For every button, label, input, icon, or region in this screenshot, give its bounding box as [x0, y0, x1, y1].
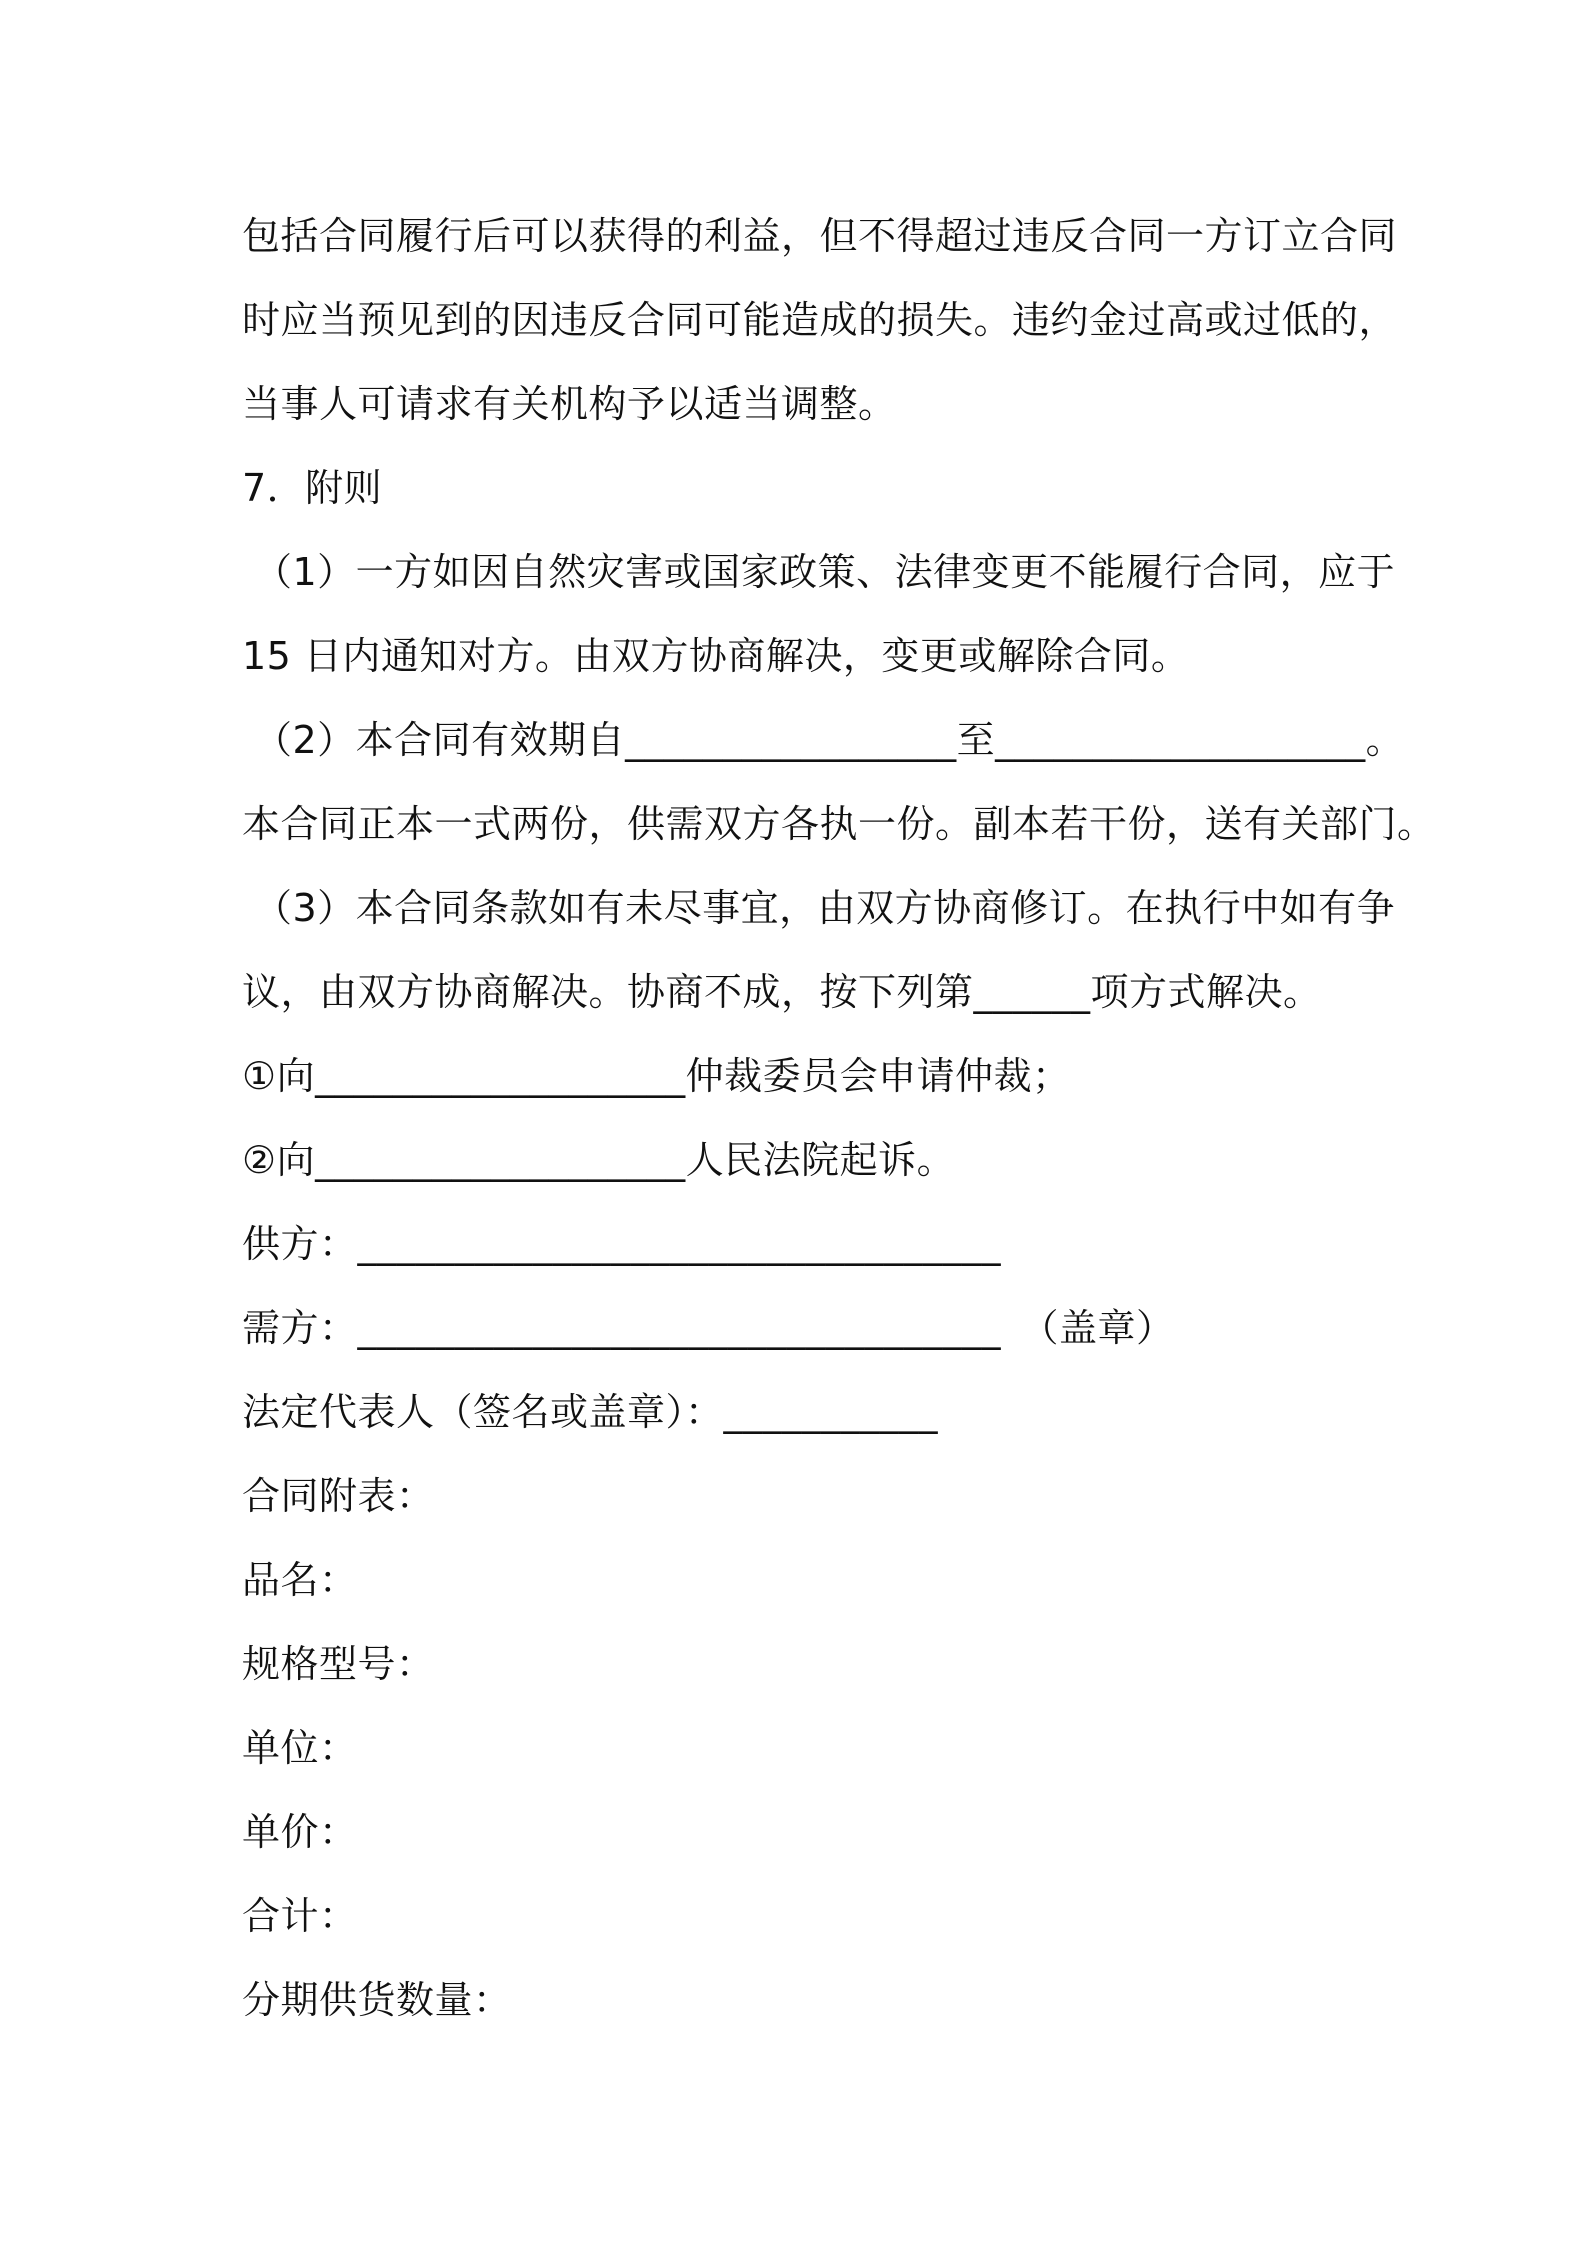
text-line: （1）一方如因自然灾害或国家政策、法律变更不能履行合同，应于	[254, 550, 1396, 594]
appendix-field: 单位：	[242, 1726, 358, 1770]
text-line: 15 日内通知对方。由双方协商解决，变更或解除合同。	[242, 634, 1190, 678]
text-line: ①向___________________仲裁委员会申请仲裁；	[242, 1054, 1071, 1098]
appendix-field: 单价：	[242, 1810, 358, 1854]
text-line: （2）本合同有效期自_________________至___________________。	[254, 718, 1405, 762]
appendix-field: 规格型号：	[242, 1642, 435, 1686]
appendix-heading: 合同附表：	[242, 1474, 435, 1518]
appendix-field: 合计：	[242, 1894, 358, 1938]
text-line: 当事人可请求有关机构予以适当调整。	[242, 382, 897, 426]
appendix-field: 分期供货数量：	[242, 1978, 512, 2022]
buyer-line: 需方：_________________________________ （盖章）	[242, 1306, 1175, 1350]
document-body	[242, 194, 1436, 2042]
section-heading: 7．附则	[242, 466, 383, 510]
text-line: ②向___________________人民法院起诉。	[242, 1138, 956, 1182]
text-line: 包括合同履行后可以获得的利益，但不得超过违反合同一方订立合同	[242, 214, 1398, 258]
text-line: 议，由双方协商解决。协商不成，按下列第______项方式解决。	[242, 970, 1322, 1014]
appendix-field: 品名：	[242, 1558, 358, 1602]
text-line: （3）本合同条款如有未尽事宜，由双方协商修订。在执行中如有争	[254, 886, 1396, 930]
text-line: 时应当预见到的因违反合同可能造成的损失。违约金过高或过低的，	[242, 298, 1398, 342]
legal-representative-line: 法定代表人（签名或盖章）：___________	[242, 1390, 939, 1434]
text-line: 本合同正本一式两份，供需双方各执一份。副本若干份，送有关部门。	[242, 802, 1436, 846]
supplier-line: 供方：_________________________________	[242, 1222, 1002, 1266]
